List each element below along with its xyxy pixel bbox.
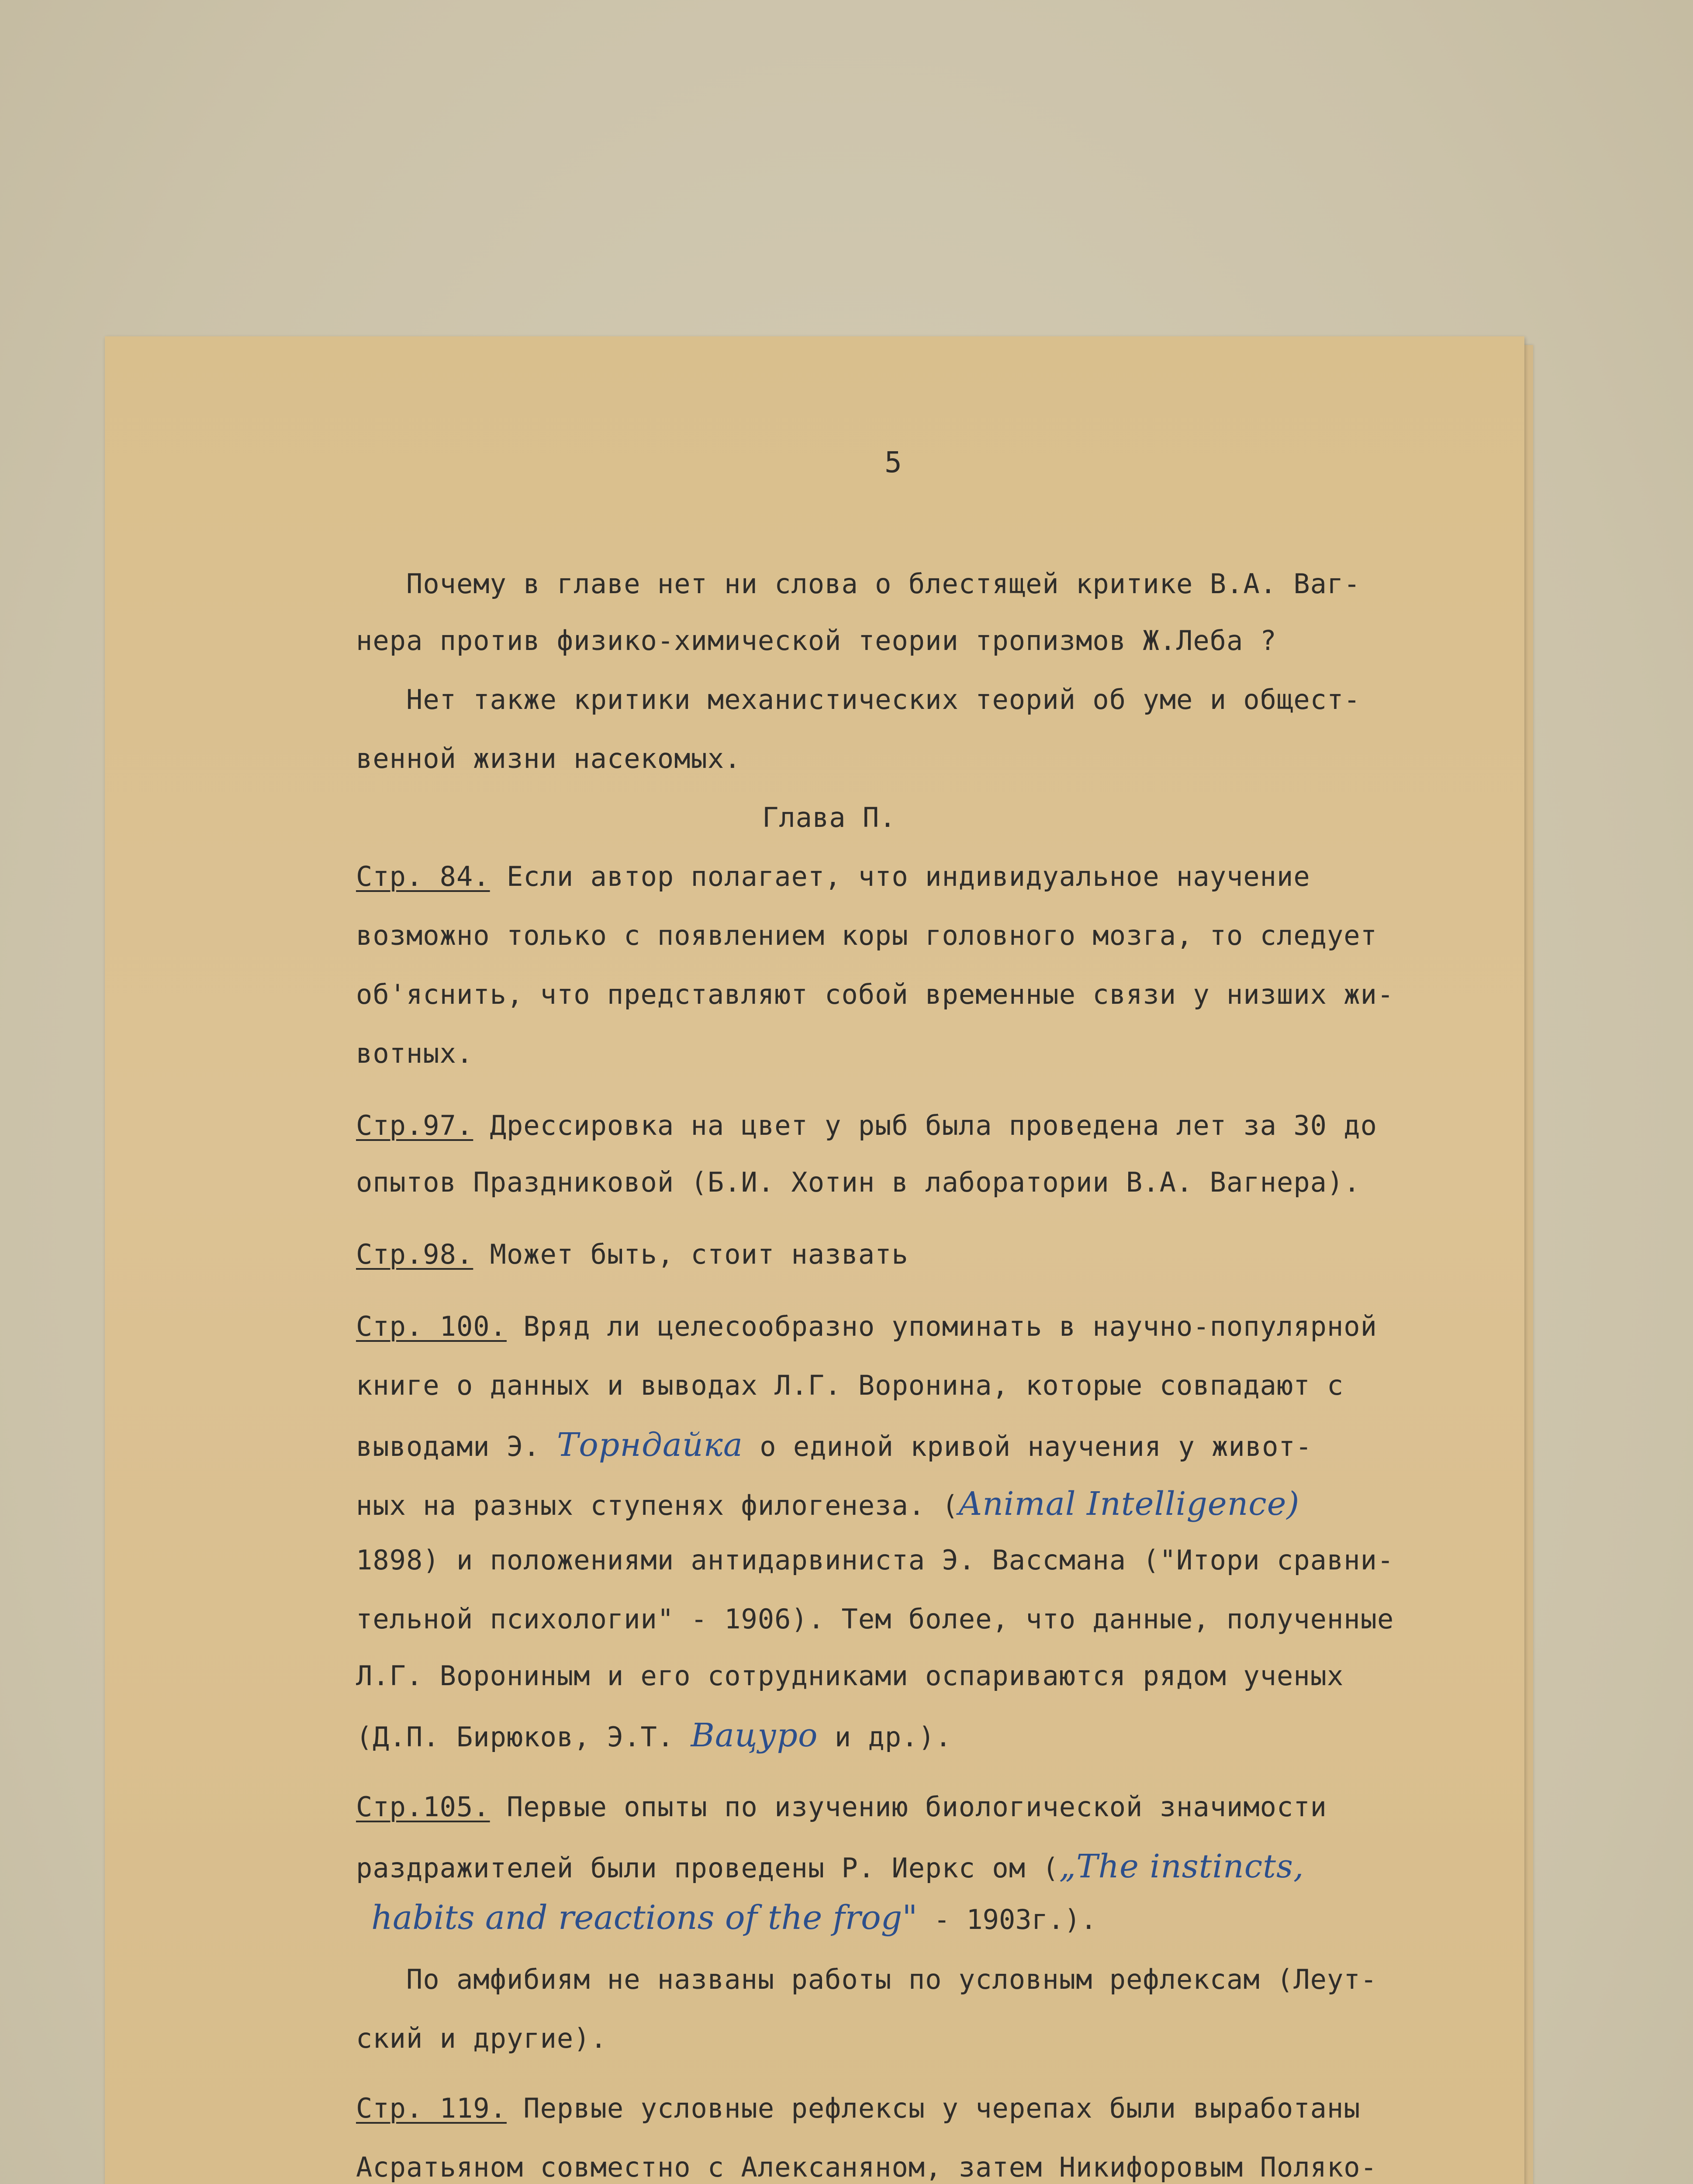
text-span: (Д.П. Бирюков, Э.Т.	[356, 1721, 691, 1753]
text-line: вотных.	[356, 1037, 473, 1069]
text-line: тельной психологии" - 1906). Тем более, что данные, полученные	[356, 1603, 1394, 1635]
page-reference: Стр.98.	[356, 1238, 473, 1270]
page-number: 5	[885, 446, 902, 479]
text-line	[356, 1791, 1327, 1823]
chapter-heading: Глава П.	[762, 802, 896, 833]
text-span: о единой кривой научения у живот-	[743, 1431, 1313, 1462]
text-line	[356, 1426, 1312, 1464]
handwritten-insert: „The instincts,	[1059, 1848, 1304, 1885]
text-line	[356, 1109, 1377, 1141]
text-line: возможно только с появлением коры головного мозга, то следует	[356, 919, 1377, 951]
text-span: Может быть, стоит назвать	[473, 1238, 909, 1270]
handwritten-line	[371, 1898, 1097, 1937]
text-span: раздражителей были проведены Р. Иеркс ом (	[356, 1852, 1059, 1884]
text-span: Дрессировка на цвет у рыб была проведена лет за 30 до	[473, 1109, 1377, 1141]
text-line: об'яснить, что представляют собой временные связи у низших жи-	[356, 978, 1394, 1010]
text-line: Асратьяном совместно с Алексаняном, затем Никифоровым Поляко-	[356, 2151, 1377, 2183]
text-line	[356, 2092, 1361, 2124]
text-line: Почему в главе нет ни слова о блестящей критике В.А. Ваг-	[406, 568, 1361, 600]
text-line: По амфибиям не названы работы по условным рефлексам (Леут-	[406, 1963, 1377, 1995]
text-line	[356, 1848, 1304, 1885]
handwritten-insert: habits and reactions of the frog"	[371, 1898, 918, 1937]
text-line: ский и другие).	[356, 2022, 607, 2054]
handwritten-insert: Вацуро	[691, 1717, 818, 1754]
handwritten-insert: Торндайка	[556, 1426, 743, 1464]
text-line	[356, 1310, 1377, 1342]
text-line: опытов Праздниковой (Б.И. Хотин в лаборатории В.А. Вагнера).	[356, 1166, 1361, 1198]
text-span: Вряд ли целесообразно упоминать в научно-популярной	[506, 1310, 1377, 1342]
text-line	[356, 1485, 1299, 1523]
page-reference: Стр. 84.	[356, 860, 490, 892]
page-reference: Стр.97.	[356, 1109, 473, 1141]
text-span: Первые опыты по изучению биологической значимости	[490, 1791, 1327, 1823]
text-line	[356, 1717, 952, 1754]
page-reference: Стр. 100.	[356, 1310, 507, 1342]
text-line	[356, 1238, 909, 1270]
text-span: Если автор полагает, что индивидуальное научение	[490, 860, 1310, 892]
text-line: нера против физико-химической теории тропизмов Ж.Леба ?	[356, 625, 1277, 657]
text-line: книге о данных и выводах Л.Г. Воронина, которые совпадают с	[356, 1369, 1344, 1401]
text-line: 1898) и положениями антидарвиниста Э. Вассмана ("Итори сравни-	[356, 1544, 1394, 1576]
text-line: Нет также критики механистических теорий об уме и общест-	[406, 684, 1361, 715]
text-span: выводами Э.	[356, 1431, 557, 1462]
page-reference: Стр. 119.	[356, 2092, 507, 2124]
handwritten-insert: Animal Intelligence)	[958, 1485, 1300, 1523]
text-span: - 1903г.).	[917, 1904, 1097, 1935]
text-line: венной жизни насекомых.	[356, 743, 741, 774]
text-span: Первые условные рефлексы у черепах были выработаны	[506, 2092, 1361, 2124]
text-span: и др.).	[818, 1721, 952, 1753]
text-span: ных на разных ступенях филогенеза. (	[356, 1489, 959, 1521]
page-reference: Стр.105.	[356, 1791, 490, 1823]
text-line	[356, 860, 1310, 892]
text-line: Л.Г. Ворониным и его сотрудниками оспариваются рядом ученых	[356, 1660, 1344, 1692]
